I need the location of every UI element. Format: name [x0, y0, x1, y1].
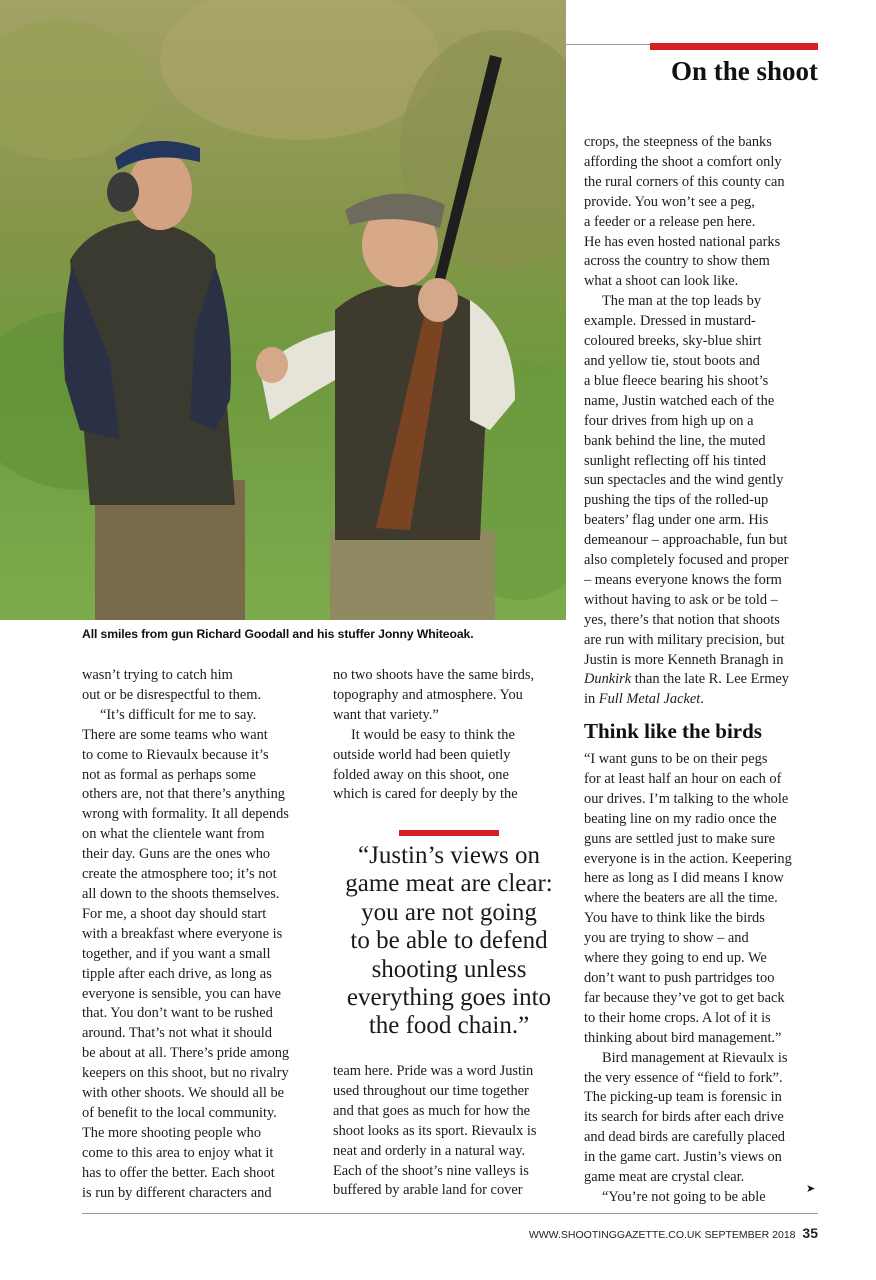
text-line: bank behind the line, the muted: [584, 432, 766, 449]
text-line: across the country to show them: [584, 253, 770, 270]
text-line: The more shooting people who: [82, 1124, 262, 1141]
text-line: the rural corners of this county can: [584, 173, 785, 190]
body-column-1: [82, 666, 314, 1203]
pullquote-line: you are not going: [361, 898, 537, 926]
text-line: has to offer the better. Each shoot: [82, 1164, 275, 1181]
text-line: Bird management at Rievaulx is: [602, 1049, 788, 1066]
text-line: not as formal as perhaps some: [82, 766, 256, 783]
text-line: Dunkirk than the late R. Lee Ermey: [584, 671, 789, 688]
text-line: He has even hosted national parks: [584, 233, 781, 250]
text-line: their day. Guns are the ones who: [82, 846, 271, 863]
text-line: all down to the shoots themselves.: [82, 885, 280, 902]
text-line: around. That’s not what it should: [82, 1025, 272, 1042]
text-line: “I want guns to be on their pegs: [584, 751, 768, 767]
text-line: thinking about bird management.”: [584, 1029, 782, 1046]
text-line: and dead birds are carefully placed: [584, 1129, 785, 1146]
text-line: topography and atmosphere. You: [333, 686, 523, 703]
text-line: buffered by arable land for cover: [333, 1182, 523, 1199]
text-line: pushing the tips of the rolled-up: [584, 492, 769, 509]
text-line: affording the shoot a comfort only: [584, 153, 782, 170]
text-line: its search for birds after each drive: [584, 1109, 784, 1126]
text-line: without having to ask or be told –: [584, 591, 778, 608]
text-line: provide. You won’t see a peg,: [584, 193, 755, 210]
text-line: to come to Rievaulx because it’s: [82, 746, 269, 763]
text-line: which is cared for deeply by the: [333, 786, 518, 803]
text-line: far because they’ve got to get back: [584, 989, 785, 1006]
text-line: what a shoot can look like.: [584, 273, 739, 290]
pullquote-line: to be able to defend: [350, 927, 548, 955]
pullquote-line: shooting unless: [371, 955, 527, 983]
text-line: keepers on this shoot, but no rivalry: [82, 1065, 289, 1082]
text-line: no two shoots have the same birds,: [333, 667, 535, 683]
text-line: you are trying to show – and: [584, 930, 749, 947]
page-number: 35: [802, 1225, 818, 1241]
text-line: of benefit to the local community.: [82, 1104, 277, 1121]
text-line: with a breakfast where everyone is: [82, 925, 283, 942]
text-line: with other shoots. We should all be: [82, 1085, 285, 1102]
text-line: where the beaters are all the time.: [584, 890, 778, 907]
text-line: outside world had been quietly: [333, 746, 511, 763]
pullquote-line: “Justin’s views on: [358, 842, 540, 869]
pullquote-accent-bar: [399, 830, 499, 836]
pullquote: [330, 842, 568, 1041]
photo-caption: All smiles from gun Richard Goodall and his stuffer Jonny Whiteoak.: [82, 627, 474, 641]
text-line: to their home crops. A lot of it is: [584, 1009, 771, 1026]
text-line: team here. Pride was a word Justin: [333, 1063, 534, 1079]
text-line: the very essence of “field to fork”.: [584, 1069, 783, 1086]
text-line: in Full Metal Jacket.: [584, 691, 704, 708]
text-line: “It’s difficult for me to say.: [100, 706, 257, 723]
text-line: together, and if you want a small: [82, 945, 271, 962]
text-line: and yellow tie, stout boots and: [584, 352, 760, 369]
text-line: and that goes as much for how the: [333, 1102, 531, 1119]
text-line: tipple after each drive, as long as: [82, 965, 272, 982]
text-line: Justin is more Kenneth Branagh in: [584, 651, 784, 668]
text-line: four drives from high up on a: [584, 412, 754, 429]
text-line: our drives. I’m talking to the whole: [584, 790, 789, 807]
text-line: be about at all. There’s pride among: [82, 1045, 290, 1062]
text-line: sun spectacles and the wind gently: [584, 472, 784, 489]
text-line: crops, the steepness of the banks: [584, 134, 772, 150]
text-line: The man at the top leads by: [602, 293, 762, 310]
text-line: want that variety.”: [333, 706, 439, 723]
text-line: coloured breeks, sky-blue shirt: [584, 333, 762, 350]
text-line: is run by different characters and: [82, 1184, 272, 1201]
text-line: are run with military precision, but: [584, 631, 785, 648]
body-column-2-bottom: [333, 1062, 565, 1201]
body-column-3-top: [584, 133, 820, 710]
text-line: There are some teams who want: [82, 726, 268, 743]
body-column-3-bottom: [584, 750, 820, 1208]
text-line: create the atmosphere too; it’s not: [82, 866, 277, 883]
text-line: that. You don’t want to be rushed: [82, 1005, 273, 1022]
body-column-2-top: [333, 666, 565, 805]
text-line: You have to think like the birds: [584, 910, 765, 927]
text-line: folded away on this shoot, one: [333, 766, 509, 783]
text-line: demeanour – approachable, fun but: [584, 532, 788, 549]
continue-arrow-icon: ➤: [806, 1182, 816, 1195]
text-line: a feeder or a release pen here.: [584, 213, 756, 230]
text-line: everyone is sensible, you can have: [82, 985, 282, 1002]
text-line: The picking-up team is forensic in: [584, 1089, 782, 1106]
text-line: don’t want to push partridges too: [584, 969, 775, 986]
pullquote-line: game meat are clear:: [345, 870, 553, 898]
text-line: yes, there’s that notion that shoots: [584, 611, 780, 628]
text-line: used throughout our time together: [333, 1082, 529, 1099]
text-line: guns are settled just to make sure: [584, 830, 776, 847]
text-line: come to this area to enjoy what it: [82, 1144, 274, 1161]
page-footer: [529, 1225, 818, 1241]
text-line: It would be easy to think the: [351, 726, 515, 743]
text-line: others are, not that there’s anything: [82, 786, 286, 803]
text-line: on what the clientele want from: [82, 826, 265, 843]
text-line: neat and orderly in a natural way.: [333, 1142, 526, 1159]
text-line: sunlight reflecting off his tinted: [584, 452, 766, 469]
footer-rule: [82, 1213, 818, 1214]
text-line: out or be disrespectful to them.: [82, 686, 262, 703]
text-line: Each of the shoot’s nine valleys is: [333, 1162, 529, 1179]
footer-issue: SEPTEMBER 2018: [704, 1229, 796, 1241]
text-line: – means everyone knows the form: [584, 571, 782, 588]
section-accent-bar: [650, 43, 818, 50]
text-line: here as long as I did means I know: [584, 870, 784, 887]
text-line: wrong with formality. It all depends: [82, 806, 289, 823]
photo-two-men-laughing: [0, 0, 566, 620]
text-line: beating line on my radio once the: [584, 810, 777, 827]
text-line: in the game cart. Justin’s views on: [584, 1149, 782, 1166]
text-line: game meat are crystal clear.: [584, 1169, 745, 1186]
footer-site: WWW.SHOOTINGGAZETTE.CO.UK: [528, 1229, 702, 1241]
text-line: where they going to end up. We: [584, 950, 767, 967]
text-line: everyone is in the action. Keepering: [584, 850, 792, 867]
pullquote-line: everything goes into: [346, 984, 552, 1012]
text-line: wasn’t trying to catch him: [82, 667, 233, 683]
text-line: example. Dressed in mustard-: [584, 313, 756, 330]
text-line: also completely focused and proper: [584, 552, 789, 569]
pullquote-line: the food chain.”: [368, 1012, 530, 1040]
text-line: shoot looks as its sport. Rievaulx is: [333, 1122, 537, 1139]
text-line: for at least half an hour on each of: [584, 770, 782, 787]
section-title: On the shoot: [670, 56, 818, 86]
text-line: beaters’ flag under one arm. His: [584, 512, 769, 529]
text-line: “You’re not going to be able: [602, 1188, 766, 1205]
text-line: For me, a shoot day should start: [82, 905, 267, 922]
subheading: Think like the birds: [584, 719, 762, 743]
text-line: name, Justin watched each of the: [584, 392, 775, 409]
text-line: a blue fleece bearing his shoot’s: [584, 372, 769, 389]
